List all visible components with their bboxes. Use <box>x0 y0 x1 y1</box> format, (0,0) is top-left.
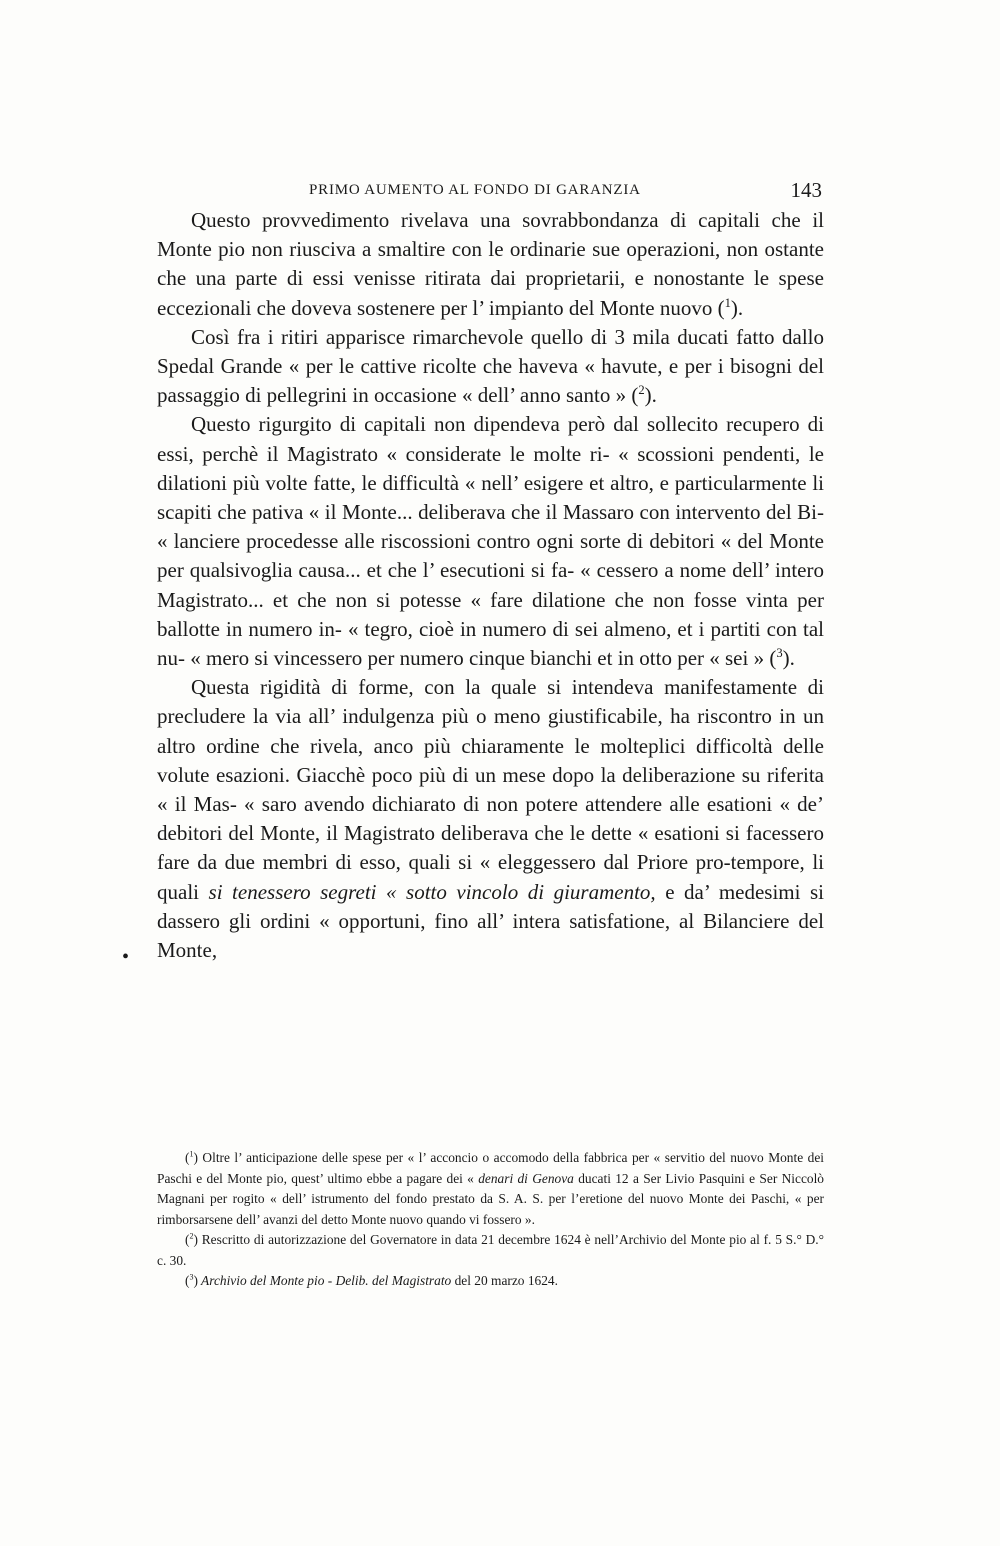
paragraph-text: Questa rigidità di forme, con la quale si intendeva manifestamente di precludere la via all’ indulgenza più o meno giustificabile, ha riscontro in un altro ordine che rivela, anco più chiaramente le molteplici difficoltà delle volute esazioni. Giacchè poco più di un mese dopo la deliberazione su riferita « il Mas- « saro avendo dichiarato di non potere attendere alle esationi « de’ debitori del Monte, il Magistrato deliberava che le dette « esationi si facessero fare da due membri di esso, quali si « eleggessero dal Priore pro-tempore, li quali <box>157 675 824 904</box>
footnote-mark: 2 <box>189 1231 194 1241</box>
italic-phrase: si tenessero segreti « sotto vincolo di giuramento, <box>208 879 656 904</box>
footnotes <box>157 1148 824 1292</box>
running-head <box>157 180 824 204</box>
paragraph <box>157 673 824 965</box>
paragraph-text: Questo provvedimento rivelava una sovrabbondanza di capitali che il Monte pio non riusciva a smaltire con le ordinarie sue operazioni, non ostante che una parte di essi venisse ritirata dai proprietarii, e nonostante le spese eccezionali che doveva sostenere per l’ impianto del Monte nuovo <box>157 208 824 320</box>
paragraph-text: Questo rigurgito di capitali non dipendeva però dal sollecito recupero di essi, perchè il Magistrato « considerate le molte ri- « scossioni pendenti, le dilationi più volte fatte, le difficultà « nell’ esigere et altro, e particularmente li scapiti che pativa « il Monte... deliberava che il Massaro con intervento del Bi- « lanciere procedesse alle riscossioni contro ogni sorte di debitori « del Monte per qualsivoglia causa... et che l’ esecutioni si fa- « cessero a nome dell’ intero Magistrato... et che non si potesse « fare dilatione che non fosse vinta per ballotte in numero in- « tegro, cioè in numero di sei almeno, et i partiti con tal nu- « mero si vincessero per numero cinque bianchi et in otto per « sei » <box>157 412 824 671</box>
margin-mark: • <box>122 946 130 968</box>
footnote: ($^1$) Oltre l’ anticipazione delle spese per « l’ acconcio o accomodo della fabbrica per « servitio del nuovo Monte dei Paschi e del Monte pio, quest’ ultimo ebbe a pagare dei « denari di Genova ducati 12 a Ser Livio Pasquini e Ser Niccolò Magnani per rogito « dell’ istrumento del fondo prestato da S. A. S. per l’eretione del nuovo Monte dei Paschi, « per rimborsarsene dell’ avanzi del detto Monte nuovo quando vi fossero ». <box>157 1149 824 1227</box>
footnote: ($^2$) Rescritto di autorizzazione del Governatore in data 21 decembre 1624 è nell’Archivio del Monte pio al f. 5 S.° D.° c. 30. <box>157 1231 824 1268</box>
footnote: ($^3$) Archivio del Monte pio - Delib. del Magistrato del 20 marzo 1624. <box>185 1272 558 1288</box>
footnote-ref: 2 <box>638 383 645 398</box>
body-text <box>157 206 824 965</box>
paragraph: Questo provvedimento rivelava una sovrabbondanza di capitali che il Monte pio non riusciva a smaltire con le ordinarie sue operazioni, non ostante che una parte di essi venisse ritirata dai proprietarii, e nonostante le spese eccezionali che doveva sostenere per l’ impianto del Monte nuovo ($^1$). <box>157 208 824 320</box>
running-title: PRIMO AUMENTO AL FONDO DI GARANZIA <box>309 182 641 198</box>
page-number: 143 <box>790 178 822 202</box>
paragraph: Così fra i ritiri apparisce rimarchevole quello di 3 mila ducati fatto dallo Spedal Grande « per le cattive ricolte che haveva « havute, e per i bisogni del passaggio di pellegrini in occasione « dell’ anno santo » ($^2$). <box>157 324 824 408</box>
paragraph-text: Così fra i ritiri apparisce rimarchevole quello di 3 mila ducati fatto dallo Spedal Grande « per le cattive ricolte che haveva « havute, e per i bisogni del passaggio di pellegrini in occasione « dell’ anno santo » <box>157 324 824 408</box>
footnote-mark: 3 <box>189 1272 194 1282</box>
paragraph: Questo rigurgito di capitali non dipendeva però dal sollecito recupero di essi, perchè il Magistrato « considerate le molte ri- « scossioni pendenti, le dilationi più volte fatte, le difficultà « nell’ esigere et altro, e particularmente li scapiti che pativa « il Monte... deliberava che il Massaro con intervento del Bi- « lanciere procedesse alle riscossioni contro ogni sorte di debitori « del Monte per qualsivoglia causa... et che l’ esecutioni si fa- « cessero a nome dell’ intero Magistrato... et che non si potesse « fare dilatione che non fosse vinta per ballotte in numero in- « tegro, cioè in numero di sei almeno, et i partiti con tal nu- « mero si vincessero per numero cinque bianchi et in otto per « sei » ($^3$). <box>157 412 824 671</box>
paragraph-text: e da’ medesimi si dassero gli ordini « opportuni, fino all’ intera satisfatione, al Bilanciere del Monte, <box>157 879 825 963</box>
footnote-ref: 1 <box>724 295 731 310</box>
footnote-mark: 1 <box>189 1149 194 1159</box>
footnote-ref: 3 <box>776 646 783 661</box>
